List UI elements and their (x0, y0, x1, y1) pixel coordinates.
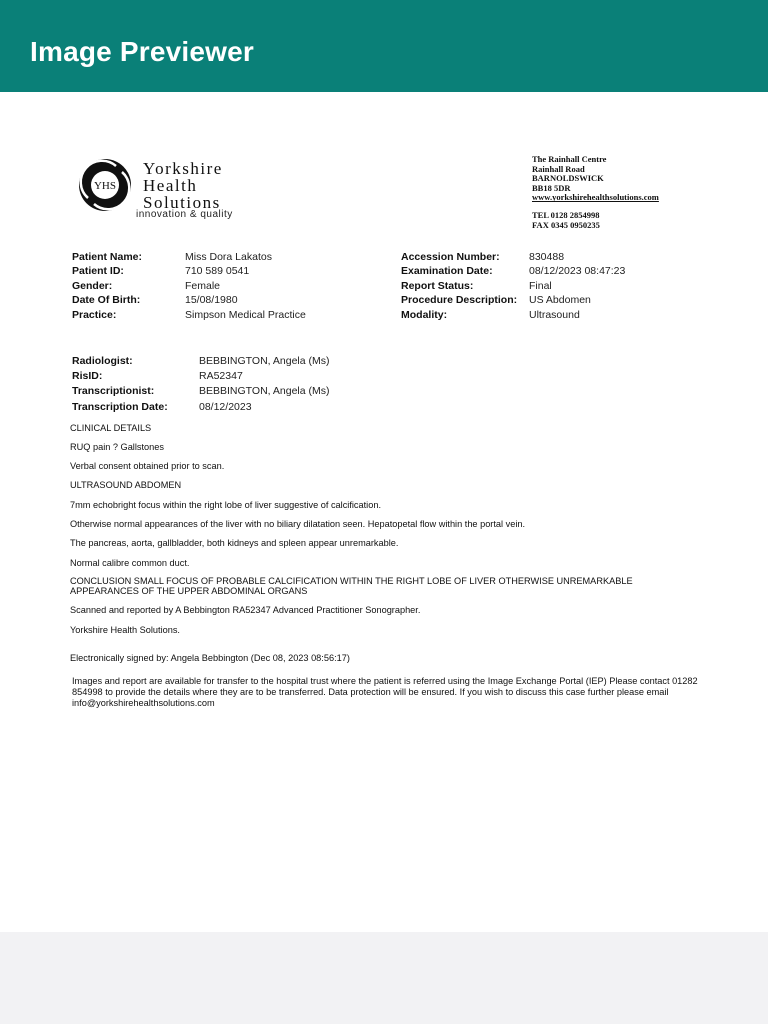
transcriptionist-value: BEBBINGTON, Angela (Ms) (199, 385, 330, 397)
finding-1: 7mm echobright focus within the right lobe of liver suggestive of calcification. (70, 500, 381, 510)
procedure-label: Procedure Description: (401, 294, 518, 306)
exam-date-value: 08/12/2023 08:47:23 (529, 265, 626, 277)
patient-name-value: Miss Dora Lakatos (185, 251, 272, 263)
logo-line-1: Yorkshire (143, 159, 223, 178)
address-website: www.yorkshirehealthsolutions.com (532, 192, 659, 203)
report-status-value: Final (529, 280, 552, 292)
electronic-signature: Electronically signed by: Angela Bebbington (Dec 08, 2023 08:56:17) (70, 653, 350, 663)
address-line-2: Rainhall Road (532, 163, 585, 174)
reported-by-text: Scanned and reported by A Bebbington RA52347 Advanced Practitioner Sonographer. (70, 605, 421, 615)
gender-label: Gender: (72, 280, 113, 292)
accession-label: Accession Number: (401, 251, 500, 263)
address-line-1: The Rainhall Centre (532, 154, 607, 164)
conclusion-text: CONCLUSION SMALL FOCUS OF PROBABLE CALCIFICATION WITHIN THE RIGHT LOBE OF LIVER OTHERWISE UNREMARKABLE APPEARANCES OF THE UPPER ABDOMINAL ORGANS (70, 576, 633, 596)
address-fax: FAX 0345 0950235 (532, 219, 600, 230)
emblem-text: YHS (93, 180, 117, 192)
risid-label: RisID: (72, 370, 103, 382)
organisation-text: Yorkshire Health Solutions. (70, 625, 180, 635)
yhs-emblem-icon (76, 156, 134, 214)
finding-3: The pancreas, aorta, gallbladder, both kidneys and spleen appear unremarkable. (70, 538, 399, 548)
logo-tagline: innovation & quality (136, 209, 233, 220)
dob-value: 15/08/1980 (185, 294, 238, 306)
exam-date-label: Examination Date: (401, 265, 493, 277)
company-logo (76, 156, 266, 222)
procedure-value: US Abdomen (529, 294, 591, 306)
address-line-3: BARNOLDSWICK (532, 173, 604, 184)
finding-2: Otherwise normal appearances of the liver with no biliary dilatation seen. Hepatopetal flow within the portal vein. (70, 519, 526, 529)
report-status-label: Report Status: (401, 280, 474, 292)
modality-label: Modality: (401, 309, 448, 321)
consent-text: Verbal consent obtained prior to scan. (70, 461, 225, 471)
practice-value: Simpson Medical Practice (185, 309, 306, 321)
transcriptionist-label: Transcriptionist: (72, 385, 155, 397)
exam-heading: ULTRASOUND ABDOMEN (70, 480, 182, 490)
finding-4: Normal calibre common duct. (70, 558, 190, 568)
practice-label: Practice: (72, 309, 117, 321)
company-address (532, 155, 659, 230)
address-line-4: BB18 5DR (532, 182, 571, 193)
radiologist-label: Radiologist: (72, 355, 133, 367)
transfer-notice: Images and report are available for transfer to the hospital trust where the patient is referred using the Image Exchange Portal (IEP) Please contact 01282 854998 to provide the details where they are to be transferred. Data protection will be ensured. If you wish to discuss this case further please email info@yorkshirehealthsolutions.com (72, 676, 698, 708)
patient-id-label: Patient ID: (72, 265, 124, 277)
accession-value: 830488 (529, 251, 565, 263)
clinical-details-text: RUQ pain ? Gallstones (70, 442, 164, 452)
transcription-date-value: 08/12/2023 (199, 401, 252, 413)
app-title: Image Previewer (30, 36, 255, 67)
dob-label: Date Of Birth: (72, 294, 141, 306)
patient-id-value: 710 589 0541 (185, 265, 250, 277)
app-header (0, 0, 768, 92)
radiologist-value: BEBBINGTON, Angela (Ms) (199, 355, 330, 367)
address-tel: TEL 0128 2854998 (532, 209, 600, 220)
clinical-details-heading: CLINICAL DETAILS (70, 423, 152, 433)
logo-line-3: Solutions (143, 193, 221, 212)
transcription-date-label: Transcription Date: (72, 401, 168, 413)
gender-value: Female (185, 280, 221, 292)
risid-value: RA52347 (199, 370, 243, 382)
modality-value: Ultrasound (529, 309, 580, 321)
logo-line-2: Health (143, 176, 198, 195)
patient-name-label: Patient Name: (72, 251, 143, 263)
